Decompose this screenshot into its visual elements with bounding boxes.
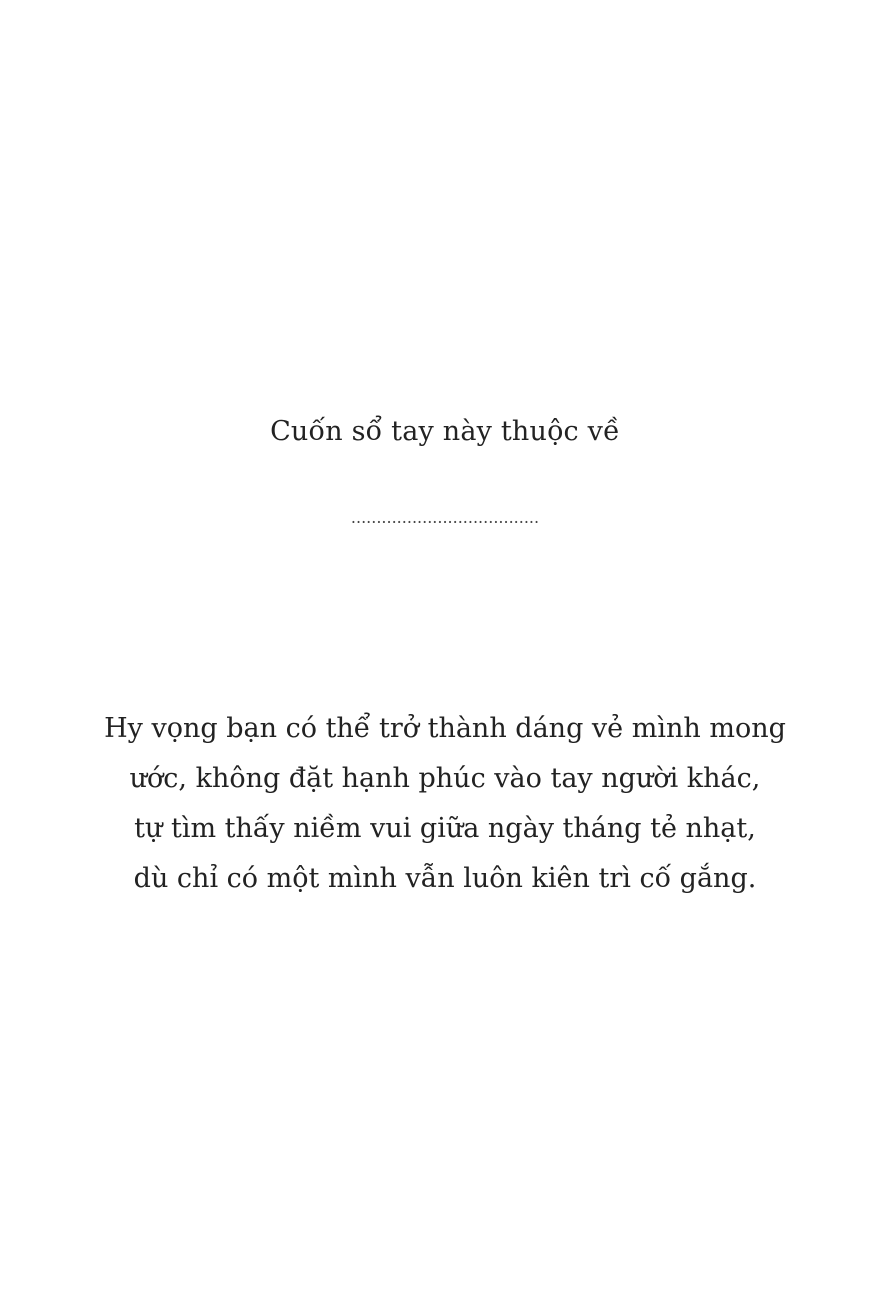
owner-heading: Cuốn sổ tay này thuộc về bbox=[270, 416, 620, 447]
wish-line-3: tự tìm thấy niềm vui giữa ngày tháng tẻ nhạt, bbox=[134, 813, 756, 844]
wish-line-4: dù chỉ có một mình vẫn luôn kiên trì cố gắng. bbox=[133, 863, 757, 894]
wish-paragraph bbox=[0, 704, 890, 904]
wish-line-1: Hy vọng bạn có thể trở thành dáng vẻ mình mong bbox=[104, 713, 786, 744]
owner-name-line: ..................................... bbox=[350, 508, 540, 527]
wish-line-2: ước, không đặt hạnh phúc vào tay người khác, bbox=[129, 763, 761, 794]
